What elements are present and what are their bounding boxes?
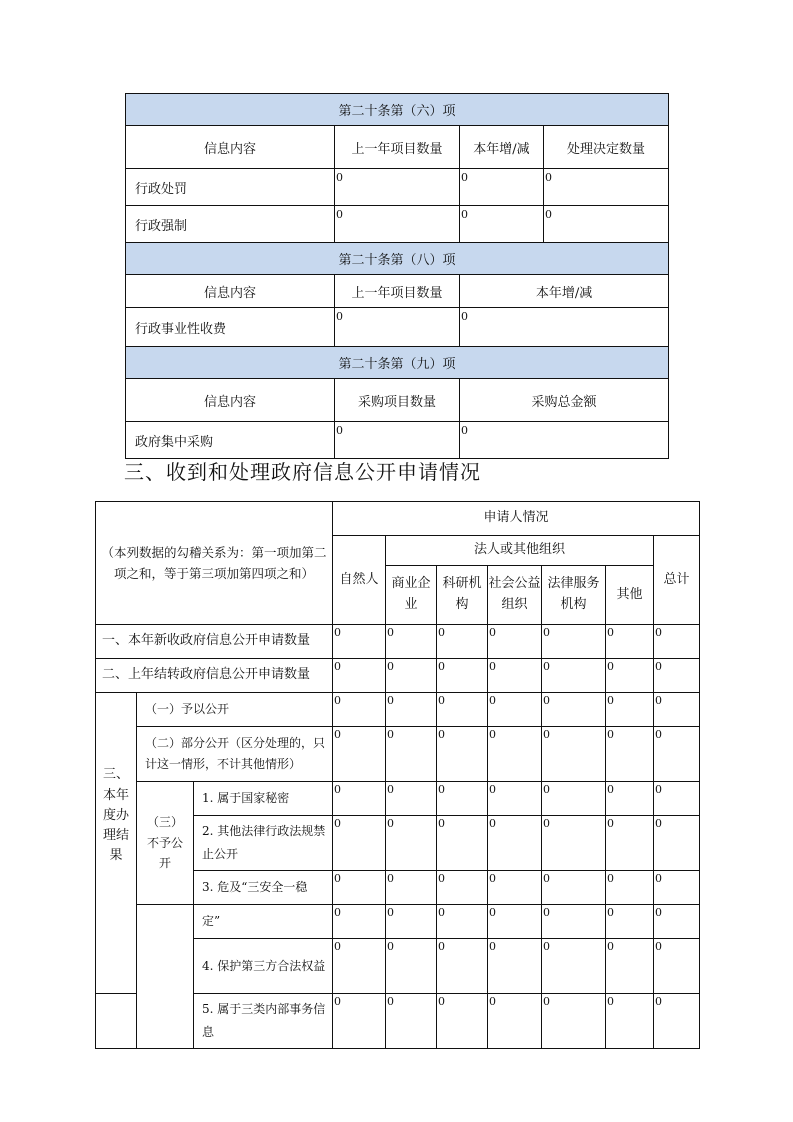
- column-header: 本年增/减: [460, 126, 544, 169]
- cell-value: 0: [542, 939, 606, 994]
- cell-value: 0: [460, 169, 544, 206]
- table-row: [126, 169, 669, 206]
- cell-value: 0: [335, 169, 460, 206]
- cell-value: 0: [488, 939, 542, 994]
- cell-value: 0: [437, 871, 488, 905]
- section-header-row: [126, 94, 669, 126]
- disclosure-items-table: [125, 93, 669, 459]
- column-header-row: [126, 275, 669, 308]
- cell-value: 0: [488, 659, 542, 693]
- cell-value: 0: [606, 816, 654, 871]
- cell-value: 0: [606, 659, 654, 693]
- cell-value: 0: [386, 782, 437, 816]
- cell-value: 0: [654, 939, 700, 994]
- cell-value: 0: [333, 727, 386, 782]
- cell-value: 0: [606, 782, 654, 816]
- cell-value: 0: [437, 625, 488, 659]
- cell-value: 0: [460, 308, 669, 347]
- section-title: 第二十条第（九）项: [126, 347, 669, 379]
- column-header: 采购总金额: [460, 379, 669, 422]
- table-row: [96, 905, 700, 939]
- cell-value: 0: [488, 816, 542, 871]
- cell-value: 0: [606, 727, 654, 782]
- cell-value: 0: [333, 782, 386, 816]
- cell-value: 0: [386, 727, 437, 782]
- row-label: 定”: [194, 905, 333, 939]
- cell-value: 0: [488, 782, 542, 816]
- cell-value: 0: [386, 994, 437, 1049]
- cell-value: 0: [460, 422, 669, 459]
- total-header: 总计: [654, 536, 700, 625]
- cell-value: 0: [606, 693, 654, 727]
- column-header: 上一年项目数量: [335, 275, 460, 308]
- cell-value: 0: [437, 659, 488, 693]
- cell-value: 0: [654, 693, 700, 727]
- cell-value: 0: [654, 727, 700, 782]
- row-label: 行政处罚: [126, 169, 335, 206]
- cell-value: 0: [542, 871, 606, 905]
- row-label: 1. 属于国家秘密: [194, 782, 333, 816]
- column-header: 采购项目数量: [335, 379, 460, 422]
- group-label: 三、本年度办理结果: [96, 693, 137, 939]
- cell-value: 0: [333, 994, 386, 1049]
- cell-value: 0: [335, 422, 460, 459]
- cell-value: 0: [542, 727, 606, 782]
- section-heading: 三、收到和处理政府信息公开申请情况: [124, 460, 481, 484]
- cell-value: 0: [335, 308, 460, 347]
- cell-value: 0: [333, 905, 386, 939]
- cell-value: 0: [437, 994, 488, 1049]
- cell-value: 0: [606, 871, 654, 905]
- cell-value: 0: [488, 727, 542, 782]
- cell-value: 0: [488, 625, 542, 659]
- cell-value: 0: [386, 816, 437, 871]
- cell-value: 0: [654, 625, 700, 659]
- cell-value: 0: [544, 169, 669, 206]
- table-row: [96, 659, 700, 693]
- section-header-row: [126, 243, 669, 275]
- row-label: 4. 保护第三方合法权益: [194, 939, 333, 994]
- row-label: 行政强制: [126, 206, 335, 243]
- row-label: 2. 其他法律行政法规禁止公开: [194, 816, 333, 871]
- table-row: [96, 727, 700, 782]
- cell-value: 0: [437, 727, 488, 782]
- cell-value: 0: [488, 994, 542, 1049]
- cell-value: 0: [437, 782, 488, 816]
- column-header-row: [126, 126, 669, 169]
- table-row: [96, 782, 700, 816]
- cell-value: 0: [386, 659, 437, 693]
- cell-value: 0: [333, 659, 386, 693]
- row-label: 二、上年结转政府信息公开申请数量: [96, 659, 333, 693]
- cell-value: 0: [542, 905, 606, 939]
- cell-value: 0: [437, 939, 488, 994]
- header-row: [96, 502, 700, 536]
- column-header: 处理决定数量: [544, 126, 669, 169]
- table-row: [96, 693, 700, 727]
- cell-value: 0: [386, 871, 437, 905]
- natural-person-header: 自然人: [333, 536, 386, 625]
- row-label: 一、本年新收政府信息公开申请数量: [96, 625, 333, 659]
- cell-value: 0: [488, 871, 542, 905]
- cell-value: 0: [386, 939, 437, 994]
- row-label: 5. 属于三类内部事务信息: [194, 994, 333, 1049]
- section-title: 第二十条第（六）项: [126, 94, 669, 126]
- application-stats-table: [95, 501, 700, 1049]
- cell-value: 0: [542, 693, 606, 727]
- cell-value: 0: [333, 871, 386, 905]
- cell-value: 0: [386, 693, 437, 727]
- cell-value: 0: [542, 659, 606, 693]
- applicant-header: 申请人情况: [333, 502, 700, 536]
- cell-value: 0: [542, 782, 606, 816]
- cell-value: 0: [542, 816, 606, 871]
- cell-value: 0: [654, 905, 700, 939]
- table-row: [126, 308, 669, 347]
- cell-value: 0: [542, 994, 606, 1049]
- cell-value: 0: [606, 625, 654, 659]
- row-label: 政府集中采购: [126, 422, 335, 459]
- cell-value: 0: [488, 905, 542, 939]
- cell-value: 0: [460, 206, 544, 243]
- column-header: 信息内容: [126, 126, 335, 169]
- table-row: [126, 422, 669, 459]
- column-header: 社会公益组织: [488, 566, 542, 625]
- note-cell: （本列数据的勾稽关系为：第一项加第二项之和，等于第三项加第四项之和）: [96, 502, 333, 625]
- legal-entity-header: 法人或其他组织: [386, 536, 654, 566]
- cell-value: 0: [654, 816, 700, 871]
- sub-group-label: （三）不予公开: [137, 782, 194, 905]
- cell-value: 0: [333, 816, 386, 871]
- table-row: [126, 206, 669, 243]
- cell-value: 0: [654, 782, 700, 816]
- cell-value: 0: [386, 625, 437, 659]
- column-header: 法律服务机构: [542, 566, 606, 625]
- cell-value: 0: [437, 693, 488, 727]
- cell-value: 0: [606, 939, 654, 994]
- table-row: [96, 625, 700, 659]
- cell-value: 0: [606, 994, 654, 1049]
- cell-value: 0: [333, 625, 386, 659]
- cell-value: 0: [333, 939, 386, 994]
- column-header: 科研机构: [437, 566, 488, 625]
- column-header: 信息内容: [126, 275, 335, 308]
- column-header: 信息内容: [126, 379, 335, 422]
- column-header-row: [126, 379, 669, 422]
- group-label: [96, 994, 137, 1049]
- cell-value: 0: [654, 994, 700, 1049]
- column-header: 本年增/减: [460, 275, 669, 308]
- row-label: 行政事业性收费: [126, 308, 335, 347]
- cell-value: 0: [544, 206, 669, 243]
- column-header: 其他: [606, 566, 654, 625]
- cell-value: 0: [437, 816, 488, 871]
- cell-value: 0: [606, 905, 654, 939]
- sub-group-label: [137, 905, 194, 1049]
- group-label: [96, 939, 137, 994]
- section-header-row: [126, 347, 669, 379]
- cell-value: 0: [654, 659, 700, 693]
- cell-value: 0: [333, 693, 386, 727]
- cell-value: 0: [488, 693, 542, 727]
- cell-value: 0: [386, 905, 437, 939]
- row-label: （二）部分公开（区分处理的，只计这一情形，不计其他情形）: [137, 727, 333, 782]
- cell-value: 0: [654, 871, 700, 905]
- cell-value: 0: [437, 905, 488, 939]
- section-title: 第二十条第（八）项: [126, 243, 669, 275]
- cell-value: 0: [542, 625, 606, 659]
- row-label: 3. 危及“三安全一稳: [194, 871, 333, 905]
- row-label: （一）予以公开: [137, 693, 333, 727]
- column-header: 商业企业: [386, 566, 437, 625]
- cell-value: 0: [335, 206, 460, 243]
- column-header: 上一年项目数量: [335, 126, 460, 169]
